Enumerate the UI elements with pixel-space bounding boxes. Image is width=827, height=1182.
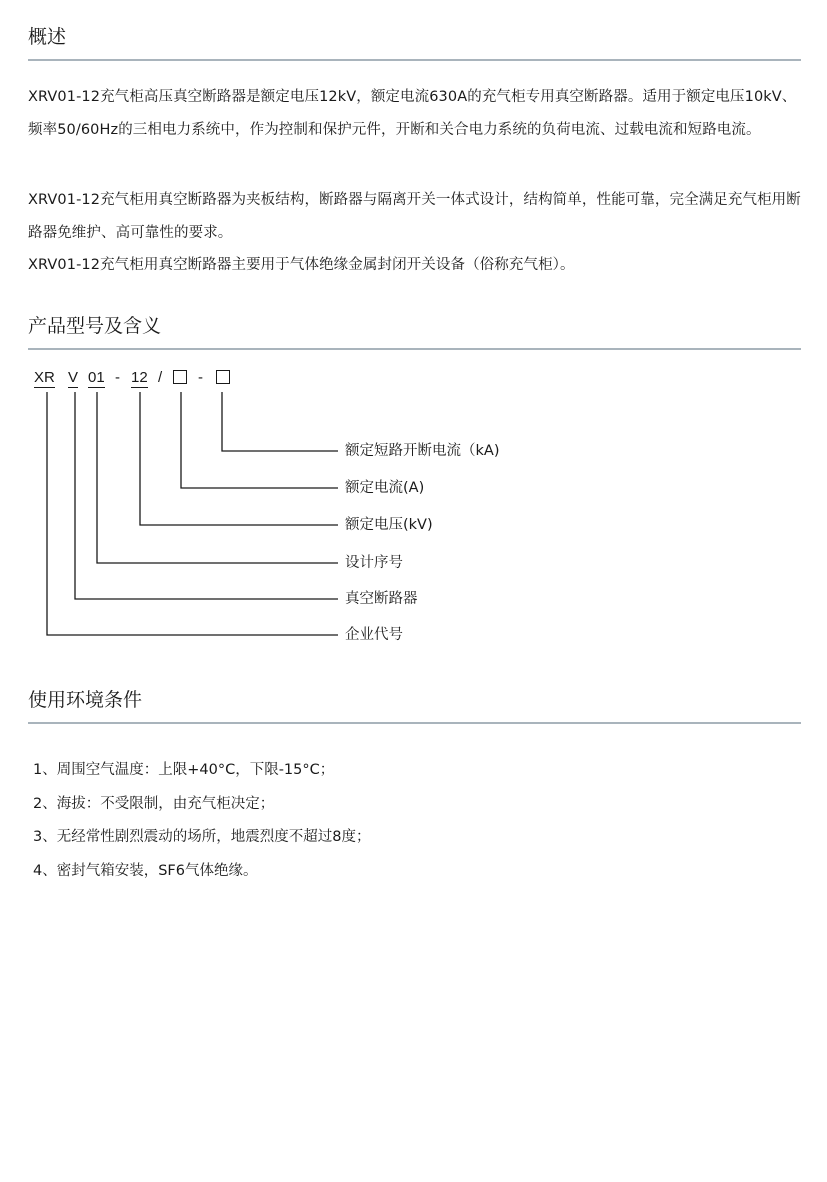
- code-dash: -: [115, 369, 120, 386]
- code-slash: /: [158, 369, 163, 386]
- label-design-number: 设计序号: [345, 555, 403, 571]
- section-title-model: 产品型号及含义: [28, 314, 801, 350]
- overview-paragraph-1: XRV01-12充气柜高压真空断路器是额定电压12kV，额定电流630A的充气柜专用真空断路器。适用于额定电压10kV、频率50/60Hz的三相电力系统中，作为控制和保护元件，开断和关合电力系统的负荷电流、过载电流和短路电流。: [28, 89, 797, 138]
- condition-item-1: 1、周围空气温度：上限+40°C，下限-15°C；: [33, 762, 335, 778]
- label-vacuum-breaker: 真空断路器: [345, 591, 418, 607]
- code-design-number: 01: [88, 369, 105, 386]
- label-rated-current: 额定电流(A): [345, 480, 425, 496]
- section-title-conditions: 使用环境条件: [28, 688, 801, 724]
- code-dash: -: [198, 369, 203, 386]
- condition-item-2: 2、海拔：不受限制，由充气柜决定；: [33, 796, 275, 812]
- overview-paragraph-2: XRV01-12充气柜用真空断路器为夹板结构，断路器与隔离开关一体式设计，结构简单，性能可靠，完全满足充气柜用断路器免维护、高可靠性的要求。: [28, 192, 801, 241]
- condition-item-4: 4、密封气箱安装，SF6气体绝缘。: [33, 863, 258, 879]
- overview-paragraph-3: XRV01-12充气柜用真空断路器主要用于气体绝缘金属封闭开关设备（俗称充气柜）。: [28, 257, 575, 273]
- condition-item-3: 3、无经常性剧烈震动的场所，地震烈度不超过8度；: [33, 829, 371, 845]
- code-vacuum: V: [68, 369, 79, 386]
- label-rated-breaking-current: 额定短路开断电流（kA): [345, 443, 500, 459]
- code-rated-voltage: 12: [131, 369, 148, 386]
- label-enterprise-code: 企业代号: [345, 627, 403, 643]
- section-title-overview: 概述: [28, 25, 801, 61]
- label-rated-voltage: 额定电压(kV): [345, 517, 433, 533]
- code-enterprise: XR: [34, 369, 55, 386]
